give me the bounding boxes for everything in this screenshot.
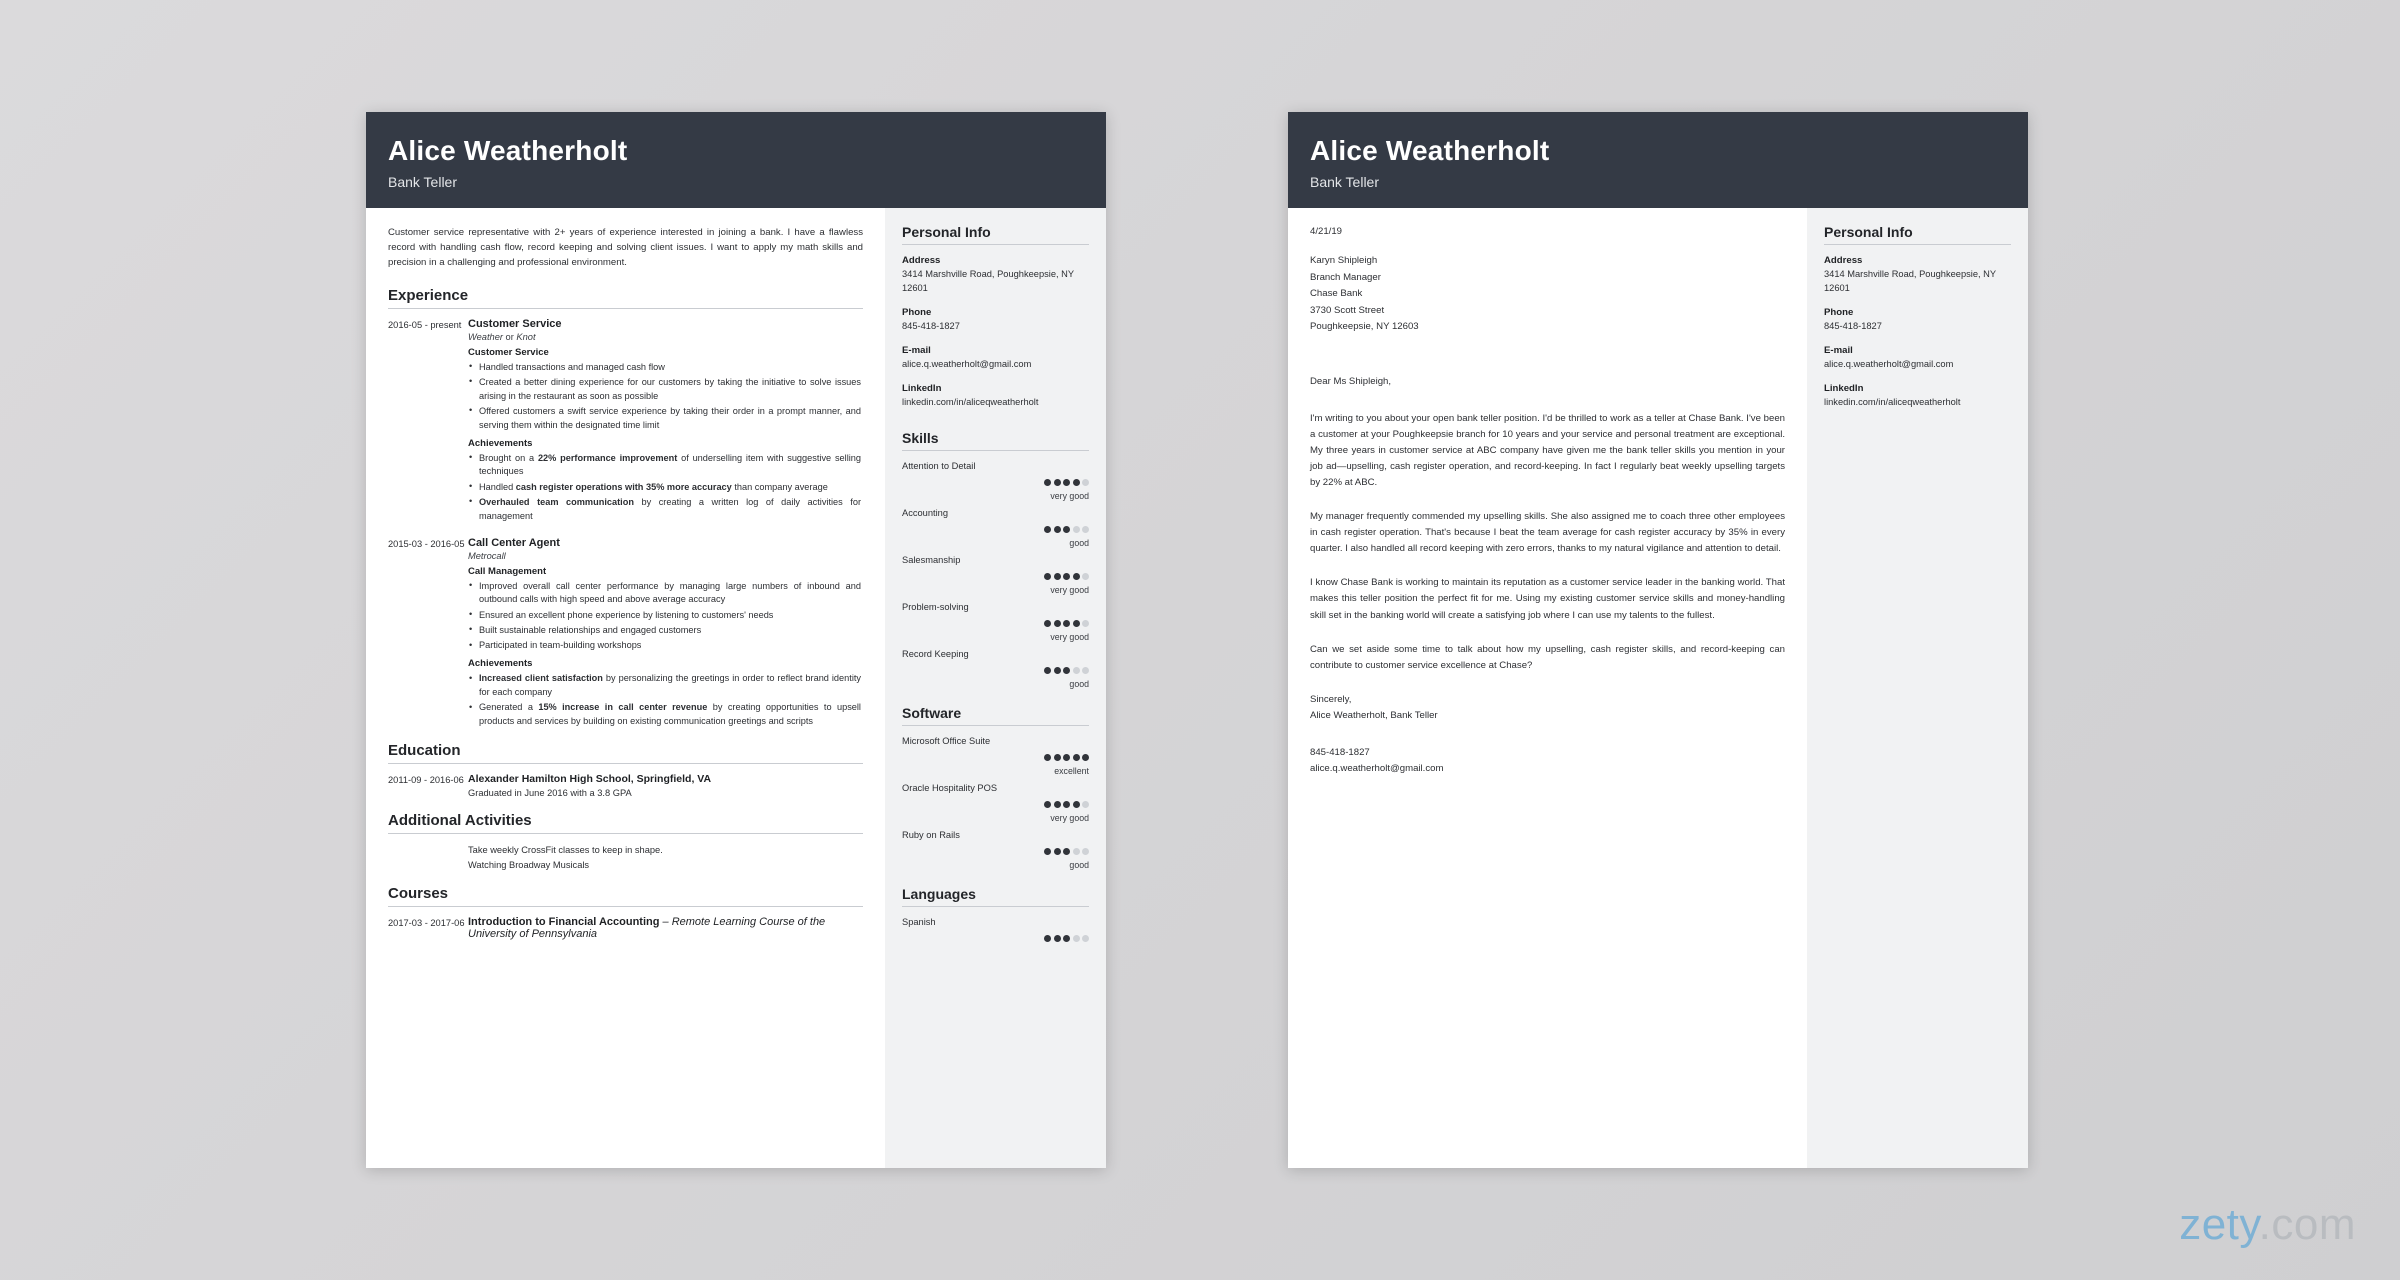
entry-bullet: • Generated a 15% increase in call center revenue by creating opportunities to upsell products and services by building on existing communication greetings and scripts <box>479 701 863 729</box>
rating-dot <box>1063 479 1070 486</box>
letter-recipient-line: 3730 Scott Street <box>1310 304 1385 316</box>
letter-sidebar <box>1807 208 2028 1168</box>
skill-row <box>902 461 1089 501</box>
rating-dot <box>1073 620 1080 627</box>
software-dots <box>902 749 1089 765</box>
personal-info-label: LinkedIn <box>902 382 942 394</box>
skill-dots <box>902 615 1089 631</box>
cover-letter-document[interactable] <box>1288 112 2028 1168</box>
resume-main-column <box>366 208 885 1168</box>
entry-block-label: Achievements <box>468 437 533 449</box>
personal-info-group <box>902 383 1089 410</box>
rating-dot <box>1082 526 1089 533</box>
rating-dot <box>1073 848 1080 855</box>
entry-dates: 2016-05 - present <box>388 319 462 330</box>
letter-personal-info-label: LinkedIn <box>1824 382 1864 394</box>
entry-bullet: • Handled transactions and managed cash flow <box>479 361 863 375</box>
section-rule-experience <box>388 308 863 309</box>
rating-dot <box>1082 573 1089 580</box>
rating-dot <box>1044 526 1051 533</box>
letter-personal-info-group <box>1824 307 2011 334</box>
entry-content <box>468 773 863 801</box>
spacer <box>902 877 1089 886</box>
software-rating: good <box>1069 859 1089 870</box>
letter-personal-info-value: alice.q.weatherholt@gmail.com <box>1824 358 1954 369</box>
software-rating: excellent <box>1054 765 1089 776</box>
letter-personal-info-label: E-mail <box>1824 344 1853 356</box>
personal-info-group <box>902 255 1089 296</box>
skill-dots <box>902 521 1089 537</box>
sidebar-title-software: Software <box>902 704 962 721</box>
rating-dot <box>1073 526 1080 533</box>
course-title: Introduction to Financial Accounting – Remote Learning Course of the University of Pennsylvania <box>468 916 826 941</box>
skill-row <box>902 602 1089 642</box>
entry-bullet: • Improved overall call center performance by managing large numbers of inbound and outbound calls with high speed and above average accuracy <box>479 580 863 608</box>
sidebar-rule-languages <box>902 906 1089 907</box>
additional-activities-list <box>468 843 863 873</box>
letter-paragraph: My manager frequently commended my upselling skills. She also assigned me to coach three other employees in cash register operation. That's because I beat the team average for cash register accuracy by 35% in every quarter. I also handled all record keeping with zero errors, thanks to my natural vigilance and attention to detail. <box>1310 511 1785 555</box>
software-row <box>902 783 1089 823</box>
letter-recipient-line: Poughkeepsie, NY 12603 <box>1310 321 1419 332</box>
rating-dot <box>1082 935 1089 942</box>
spacer <box>902 421 1089 430</box>
rating-dot <box>1082 479 1089 486</box>
section-title-courses: Courses <box>388 885 449 903</box>
sidebar-title-skills: Skills <box>902 429 939 446</box>
rating-dot <box>1063 620 1070 627</box>
entry-content <box>468 916 863 942</box>
personal-info-value: 3414 Marshville Road, Poughkeepsie, NY 12601 <box>902 269 1074 293</box>
language-name: Spanish <box>902 916 936 927</box>
entry-bullet-list <box>468 361 863 433</box>
rating-dot <box>1063 848 1070 855</box>
rating-dot <box>1082 801 1089 808</box>
resume-document[interactable] <box>366 112 1106 1168</box>
letter-personal-info-label: Address <box>1824 255 1863 266</box>
rating-dot <box>1054 667 1061 674</box>
zety-watermark <box>2179 1200 2356 1250</box>
letter-header <box>1288 112 2028 208</box>
sidebar-rule-software <box>902 725 1089 726</box>
skill-row <box>902 649 1089 689</box>
rating-dot <box>1073 801 1080 808</box>
software-dots <box>902 843 1089 859</box>
rating-dot <box>1054 801 1061 808</box>
letter-contact-line: alice.q.weatherholt@gmail.com <box>1310 763 1444 775</box>
letter-sidebar-title-personal-info: Personal Info <box>1824 224 1913 240</box>
letter-recipient-block <box>1310 253 1785 336</box>
rating-dot <box>1044 667 1051 674</box>
letter-paragraph: I know Chase Bank is working to maintain its reputation as a customer service leader in the banking world. That makes this teller position the perfect fit for me. Using my existing customer service skills and money-handling skill set in the banking world will create a satisfying job where I can use my talents to the fullest. <box>1310 577 1785 621</box>
entry-dates: 2011-09 - 2016-06 <box>388 774 464 785</box>
skill-dots <box>902 474 1089 490</box>
entry-bullet: • Created a better dining experience for our customers by taking the initiative to solve issues arising in the restaurant as soon as possible <box>479 376 863 404</box>
language-row <box>902 917 1089 946</box>
letter-job-title: Bank Teller <box>1310 173 1380 190</box>
letter-personal-info-label: Phone <box>1824 306 1854 318</box>
skill-rating: good <box>1069 537 1089 548</box>
software-row <box>902 736 1089 776</box>
sidebar-rule-personal-info <box>902 244 1089 245</box>
rating-dot <box>1063 573 1070 580</box>
letter-paragraph: I'm writing to you about your open bank teller position. I'd be thrilled to work as a teller at Chase Bank. I've been a customer at your Poughkeepsie branch for 10 years and your service and personal treatment are exceptional. My three years in customer service at ABC company have given me the bank teller skills you mention in your job ad—upselling, cash register operation, and record-keeping. In fact I regularly beat weekly upselling targets by 22% at ABC. <box>1310 412 1785 488</box>
skill-name: Salesmanship <box>902 554 961 565</box>
sidebar-title-languages: Languages <box>902 885 976 902</box>
skill-row <box>902 508 1089 548</box>
entry-bullet: • Increased client satisfaction by personalizing the greetings in order to reflect brand identity for each company <box>479 672 863 700</box>
software-name: Ruby on Rails <box>902 829 960 840</box>
entry-company: Weather or Knot <box>468 331 536 342</box>
skill-rating: very good <box>1050 631 1089 642</box>
entry-bullet-list <box>468 580 863 653</box>
rating-dot <box>1073 935 1080 942</box>
entry-block-label: Achievements <box>468 658 533 670</box>
letter-recipient-line: Branch Manager <box>1310 271 1381 283</box>
letter-signature: Alice Weatherholt, Bank Teller <box>1310 710 1438 722</box>
activity-line: Take weekly CrossFit classes to keep in shape. <box>468 844 663 855</box>
rating-dot <box>1063 754 1070 761</box>
personal-info-value: alice.q.weatherholt@gmail.com <box>902 358 1032 369</box>
rating-dot <box>1073 754 1080 761</box>
letter-personal-info-group <box>1824 255 2011 296</box>
rating-dot <box>1054 526 1061 533</box>
letter-sidebar-rule <box>1824 244 2011 245</box>
resume-sidebar <box>885 208 1106 1168</box>
skill-dots <box>902 568 1089 584</box>
letter-body <box>1288 208 2028 1168</box>
personal-info-label: E-mail <box>902 344 931 356</box>
entry-dates: 2017-03 - 2017-06 <box>388 918 465 929</box>
skill-dots <box>902 662 1089 678</box>
letter-recipient-line: Karyn Shipleigh <box>1310 255 1378 266</box>
rating-dot <box>1063 667 1070 674</box>
rating-dot <box>1082 754 1089 761</box>
rating-dot <box>1044 848 1051 855</box>
personal-info-group <box>902 307 1089 334</box>
rating-dot <box>1063 526 1070 533</box>
letter-personal-info-value: 3414 Marshville Road, Poughkeepsie, NY 12601 <box>1824 269 1996 293</box>
software-row <box>902 830 1089 870</box>
resume-body <box>366 208 1106 1168</box>
letter-closing: Sincerely, <box>1310 693 1352 705</box>
education-school: Alexander Hamilton High School, Springfield, VA <box>468 772 712 785</box>
skill-name: Problem-solving <box>902 601 969 612</box>
letter-personal-info-list <box>1824 255 2011 410</box>
personal-info-label: Address <box>902 255 941 266</box>
resume-summary: Customer service representative with 2+ years of experience interested in joining a bank. I have a flawless record with handling cash flow, record keeping and solving client issues. I want to apply my math skills and precision in a challenging and professional environment. <box>388 227 863 268</box>
section-rule-education <box>388 763 863 764</box>
course-entry <box>388 916 863 942</box>
rating-dot <box>1044 479 1051 486</box>
rating-dot <box>1044 573 1051 580</box>
letter-personal-info-group <box>1824 383 2011 410</box>
entry-bullet-list <box>468 672 863 729</box>
letter-paragraph: Can we set aside some time to talk about how my upselling, cash register skills, and record-keeping can contribute to customer service excellence at Chase? <box>1310 643 1785 671</box>
entry-job-title: Call Center Agent <box>468 536 560 549</box>
rating-dot <box>1044 801 1051 808</box>
experience-entry <box>388 537 863 731</box>
letter-personal-info-group <box>1824 345 2011 372</box>
rating-dot <box>1073 667 1080 674</box>
sidebar-title-personal-info: Personal Info <box>902 224 991 240</box>
letter-greeting: Dear Ms Shipleigh, <box>1310 375 1392 387</box>
letter-closing-block <box>1310 692 1785 725</box>
letter-main-column <box>1288 208 1807 1168</box>
software-name: Microsoft Office Suite <box>902 735 991 746</box>
skill-name: Record Keeping <box>902 648 969 659</box>
experience-entry <box>388 318 863 526</box>
skills-list <box>902 461 1089 689</box>
entry-content <box>468 537 863 731</box>
entry-bullet: • Participated in team-building workshops <box>479 639 863 653</box>
language-dots <box>902 930 1089 946</box>
rating-dot <box>1044 935 1051 942</box>
rating-dot <box>1082 620 1089 627</box>
letter-personal-info-value: 845-418-1827 <box>1824 320 1882 331</box>
personal-info-label: Phone <box>902 306 932 318</box>
rating-dot <box>1082 848 1089 855</box>
skill-rating: very good <box>1050 584 1089 595</box>
letter-candidate-name: Alice Weatherholt <box>1310 135 1550 166</box>
personal-info-group <box>902 345 1089 372</box>
rating-dot <box>1073 479 1080 486</box>
watermark-brand: zety <box>2179 1200 2259 1249</box>
rating-dot <box>1082 667 1089 674</box>
entry-bullet: • Ensured an excellent phone experience by listening to customers' needs <box>479 609 863 623</box>
rating-dot <box>1073 573 1080 580</box>
skill-rating: good <box>1069 678 1089 689</box>
personal-info-value: 845-418-1827 <box>902 320 960 331</box>
rating-dot <box>1044 754 1051 761</box>
entry-bullet-list <box>468 452 863 524</box>
entry-block-label: Call Management <box>468 565 547 577</box>
spacer <box>902 696 1089 705</box>
rating-dot <box>1044 620 1051 627</box>
section-title-additional-activities: Additional Activities <box>388 811 532 829</box>
entry-content <box>468 318 863 526</box>
entry-bullet: • Built sustainable relationships and engaged customers <box>479 624 863 638</box>
section-rule-courses <box>388 906 863 907</box>
entry-block-label: Customer Service <box>468 346 549 358</box>
rating-dot <box>1054 754 1061 761</box>
rating-dot <box>1054 479 1061 486</box>
resume-header <box>366 112 1106 208</box>
education-note: Graduated in June 2016 with a 3.8 GPA <box>468 787 632 798</box>
entry-bullet: • Offered customers a swift service experience by taking their order in a prompt manner, and serving them within the designated time limit <box>479 405 863 433</box>
education-entry <box>388 773 863 801</box>
section-rule-additional-activities <box>388 833 863 834</box>
letter-contact-line: 845-418-1827 <box>1310 746 1370 758</box>
education-entry-list <box>388 773 863 801</box>
skill-rating: very good <box>1050 490 1089 501</box>
entry-dates: 2015-03 - 2016-05 <box>388 538 465 549</box>
rating-dot <box>1054 620 1061 627</box>
personal-info-value: linkedin.com/in/aliceqweatherholt <box>902 396 1039 407</box>
letter-recipient-line: Chase Bank <box>1310 288 1363 299</box>
languages-list <box>902 917 1089 946</box>
activity-line: Watching Broadway Musicals <box>468 859 590 870</box>
resume-candidate-name: Alice Weatherholt <box>388 135 628 166</box>
software-dots <box>902 796 1089 812</box>
skill-row <box>902 555 1089 595</box>
software-list <box>902 736 1089 870</box>
section-title-experience: Experience <box>388 286 469 304</box>
courses-entry-list <box>388 916 863 942</box>
personal-info-list <box>902 255 1089 410</box>
sidebar-rule-skills <box>902 450 1089 451</box>
section-title-education: Education <box>388 741 461 759</box>
software-rating: very good <box>1050 812 1089 823</box>
letter-paragraph-list <box>1310 411 1785 674</box>
letter-contact-block <box>1310 745 1785 778</box>
skill-name: Accounting <box>902 507 948 518</box>
letter-date: 4/21/19 <box>1310 226 1343 237</box>
rating-dot <box>1054 573 1061 580</box>
entry-company: Metrocall <box>468 550 506 561</box>
rating-dot <box>1054 935 1061 942</box>
entry-bullet: • Brought on a 22% performance improvement of underselling item with suggestive selling techniques <box>479 452 863 480</box>
experience-entry-list <box>388 318 863 731</box>
entry-job-title: Customer Service <box>468 317 562 330</box>
rating-dot <box>1054 848 1061 855</box>
resume-job-title: Bank Teller <box>388 173 458 190</box>
rating-dot <box>1063 935 1070 942</box>
software-name: Oracle Hospitality POS <box>902 782 998 793</box>
entry-bullet: • Overhauled team communication by creating a written log of daily activities for management <box>479 496 863 524</box>
rating-dot <box>1063 801 1070 808</box>
watermark-tld: .com <box>2258 1200 2356 1249</box>
entry-bullet: • Handled cash register operations with 35% more accuracy than company average <box>479 481 863 495</box>
skill-name: Attention to Detail <box>902 460 976 471</box>
letter-personal-info-value: linkedin.com/in/aliceqweatherholt <box>1824 396 1961 407</box>
